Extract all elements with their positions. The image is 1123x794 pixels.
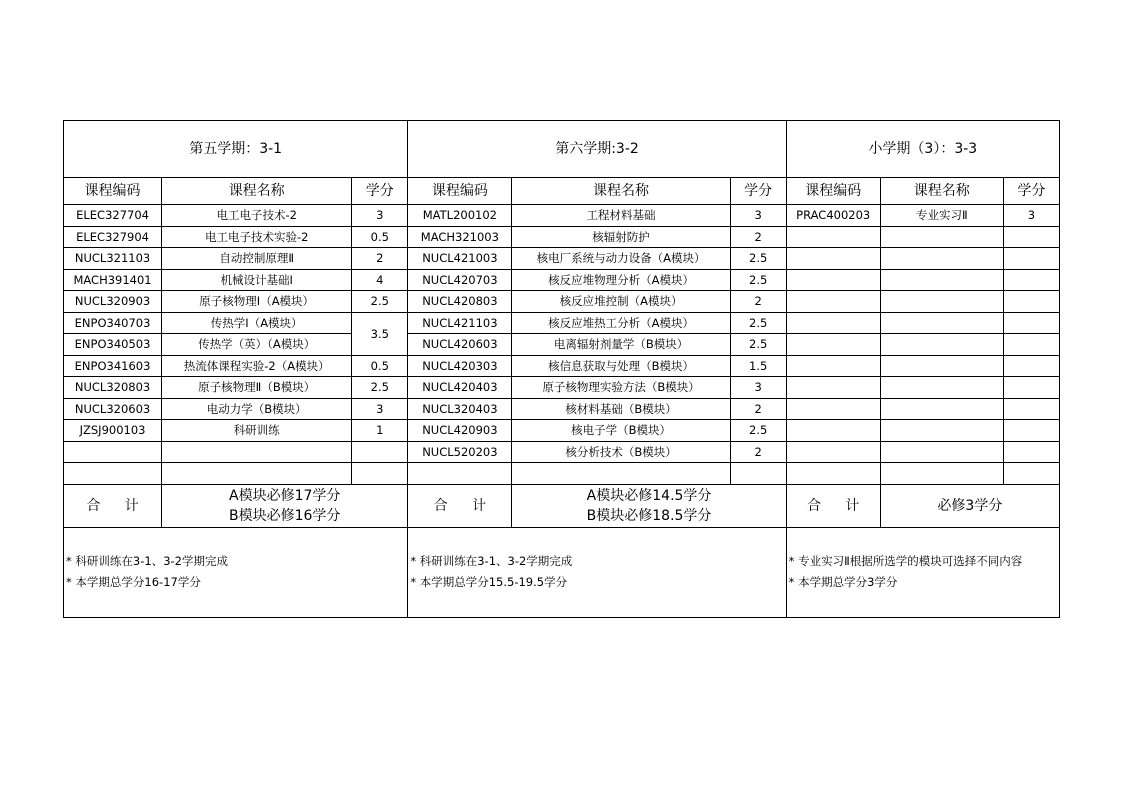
- empty-cell: [1003, 463, 1059, 485]
- course-code: NUCL320403: [408, 398, 512, 420]
- empty-cell: [786, 355, 880, 377]
- course-code: MATL200102: [408, 205, 512, 227]
- course-credit: 0.5: [352, 226, 408, 248]
- empty-cell: [1003, 334, 1059, 356]
- semester-title-row: [64, 121, 1060, 178]
- empty-cell: [1003, 248, 1059, 270]
- course-name: 科研训练: [162, 420, 352, 442]
- col-header-name: 课程名称: [512, 178, 730, 205]
- course-code: NUCL420803: [408, 291, 512, 313]
- empty-cell: [880, 334, 1003, 356]
- course-name: 核信息获取与处理（B模块）: [512, 355, 730, 377]
- course-code: ENPO341603: [64, 355, 162, 377]
- note-line: * 专业实习Ⅱ根据所选学的模块可选择不同内容: [788, 554, 1023, 569]
- course-code: NUCL320903: [64, 291, 162, 313]
- empty-cell: [880, 377, 1003, 399]
- course-code: NUCL420303: [408, 355, 512, 377]
- semester-notes: [408, 527, 786, 617]
- empty-cell: [162, 463, 352, 485]
- course-name: 电动力学（B模块）: [162, 398, 352, 420]
- course-code: NUCL321103: [64, 248, 162, 270]
- course-name: 电工电子技术-2: [162, 205, 352, 227]
- course-name: 原子核物理Ⅰ（A模块）: [162, 291, 352, 313]
- empty-cell: [1003, 420, 1059, 442]
- table-row: [64, 248, 1060, 270]
- table-row: [64, 226, 1060, 248]
- course-credit: 1.5: [730, 355, 786, 377]
- table-row: [64, 334, 1060, 356]
- course-code: JZSJ900103: [64, 420, 162, 442]
- col-header-code: 课程编码: [408, 178, 512, 205]
- course-credit: 2.5: [730, 269, 786, 291]
- empty-cell: [730, 463, 786, 485]
- totals-row: [64, 484, 1060, 527]
- semester-title: 小学期（3）：3-3: [786, 121, 1059, 178]
- course-name: 传热学（英）（A模块）: [162, 334, 352, 356]
- empty-cell: [408, 463, 512, 485]
- total-line: B模块必修18.5学分: [586, 507, 712, 524]
- course-code: NUCL420903: [408, 420, 512, 442]
- empty-cell: [1003, 291, 1059, 313]
- table-row: [64, 355, 1060, 377]
- course-name: 原子核物理Ⅱ（B模块）: [162, 377, 352, 399]
- empty-cell: [1003, 377, 1059, 399]
- course-credit: 3: [730, 205, 786, 227]
- empty-cell: [512, 463, 730, 485]
- course-code: NUCL421003: [408, 248, 512, 270]
- semester-notes: [786, 527, 1059, 617]
- empty-cell: [1003, 355, 1059, 377]
- table-row: [64, 269, 1060, 291]
- empty-cell: [880, 226, 1003, 248]
- course-name: 电工电子技术实验-2: [162, 226, 352, 248]
- semester-title: 第六学期:3-2: [408, 121, 786, 178]
- course-code: NUCL420403: [408, 377, 512, 399]
- course-code: PRAC400203: [786, 205, 880, 227]
- course-code: MACH391401: [64, 269, 162, 291]
- course-name: 热流体课程实验-2（A模块）: [162, 355, 352, 377]
- empty-cell: [880, 463, 1003, 485]
- empty-cell: [880, 312, 1003, 334]
- empty-cell: [162, 441, 352, 463]
- course-name: 专业实习Ⅱ: [880, 205, 1003, 227]
- course-credit: 3.5: [352, 312, 408, 355]
- course-credit: 4: [352, 269, 408, 291]
- course-name: 传热学Ⅰ（A模块）: [162, 312, 352, 334]
- course-name: 核材料基础（B模块）: [512, 398, 730, 420]
- course-code: ELEC327704: [64, 205, 162, 227]
- course-credit: 3: [1003, 205, 1059, 227]
- note-line: * 本学期总学分3学分: [788, 575, 898, 590]
- curriculum-table: [63, 120, 1060, 618]
- course-credit: 2: [730, 291, 786, 313]
- empty-cell: [786, 334, 880, 356]
- course-name: 核辐射防护: [512, 226, 730, 248]
- empty-cell: [880, 398, 1003, 420]
- total-value: [880, 484, 1059, 527]
- course-code: ENPO340703: [64, 312, 162, 334]
- note-line: * 科研训练在3-1、3-2学期完成: [66, 554, 228, 569]
- col-header-name: 课程名称: [880, 178, 1003, 205]
- empty-cell: [64, 463, 162, 485]
- notes-row: [64, 527, 1060, 617]
- course-name: 核反应堆物理分析（A模块）: [512, 269, 730, 291]
- course-code: NUCL320803: [64, 377, 162, 399]
- course-credit: 3: [352, 398, 408, 420]
- empty-cell: [786, 226, 880, 248]
- course-credit: 0.5: [352, 355, 408, 377]
- col-header-code: 课程编码: [786, 178, 880, 205]
- empty-cell: [880, 248, 1003, 270]
- course-name: 核电子学（B模块）: [512, 420, 730, 442]
- note-line: * 本学期总学分15.5-19.5学分: [410, 575, 568, 590]
- course-credit: 2.5: [730, 312, 786, 334]
- total-line: A模块必修14.5学分: [586, 487, 712, 504]
- total-label: 合 计: [64, 484, 162, 527]
- table-row: [64, 398, 1060, 420]
- course-credit: 2.5: [730, 420, 786, 442]
- empty-cell: [64, 441, 162, 463]
- col-header-code: 课程编码: [64, 178, 162, 205]
- course-name: 机械设计基础Ⅰ: [162, 269, 352, 291]
- empty-cell: [786, 269, 880, 291]
- course-credit: 2.5: [352, 377, 408, 399]
- empty-cell: [786, 291, 880, 313]
- empty-cell: [352, 441, 408, 463]
- total-label: 合 计: [408, 484, 512, 527]
- course-name: 电离辐射剂量学（B模块）: [512, 334, 730, 356]
- empty-cell: [1003, 312, 1059, 334]
- empty-cell: [786, 377, 880, 399]
- empty-cell: [1003, 226, 1059, 248]
- empty-cell: [786, 248, 880, 270]
- total-line: A模块必修17学分: [229, 487, 341, 504]
- table-row: [64, 463, 1060, 485]
- empty-cell: [880, 355, 1003, 377]
- empty-cell: [880, 291, 1003, 313]
- course-credit: 1: [352, 420, 408, 442]
- table-row: [64, 291, 1060, 313]
- semester-title: 第五学期：3-1: [64, 121, 408, 178]
- course-name: 核反应堆热工分析（A模块）: [512, 312, 730, 334]
- course-name: 原子核物理实验方法（B模块）: [512, 377, 730, 399]
- course-code: ELEC327904: [64, 226, 162, 248]
- table-row: [64, 420, 1060, 442]
- empty-cell: [786, 441, 880, 463]
- course-code: MACH321003: [408, 226, 512, 248]
- course-credit: 2: [730, 398, 786, 420]
- course-credit: 2.5: [730, 248, 786, 270]
- course-code: NUCL520203: [408, 441, 512, 463]
- course-credit: 2: [352, 248, 408, 270]
- total-line: 必修3学分: [937, 497, 1003, 514]
- col-header-credit: 学分: [352, 178, 408, 205]
- semester-notes: [64, 527, 408, 617]
- table-row: [64, 205, 1060, 227]
- course-credit: 2: [730, 441, 786, 463]
- course-code: ENPO340503: [64, 334, 162, 356]
- course-code: NUCL420603: [408, 334, 512, 356]
- table-row: [64, 312, 1060, 334]
- total-value: [162, 484, 408, 527]
- course-name: 自动控制原理Ⅱ: [162, 248, 352, 270]
- empty-cell: [880, 420, 1003, 442]
- note-line: * 本学期总学分16-17学分: [66, 575, 201, 590]
- empty-cell: [1003, 269, 1059, 291]
- course-credit: 2: [730, 226, 786, 248]
- course-name: 工程材料基础: [512, 205, 730, 227]
- col-header-credit: 学分: [730, 178, 786, 205]
- total-label: 合 计: [786, 484, 880, 527]
- empty-cell: [786, 420, 880, 442]
- col-header-credit: 学分: [1003, 178, 1059, 205]
- course-name: 核分析技术（B模块）: [512, 441, 730, 463]
- empty-cell: [786, 398, 880, 420]
- course-credit: 3: [352, 205, 408, 227]
- table-row: [64, 441, 1060, 463]
- course-credit: 3: [730, 377, 786, 399]
- empty-cell: [880, 441, 1003, 463]
- note-line: * 科研训练在3-1、3-2学期完成: [410, 554, 573, 569]
- course-code: NUCL421103: [408, 312, 512, 334]
- course-name: 核电厂系统与动力设备（A模块）: [512, 248, 730, 270]
- total-line: B模块必修16学分: [229, 507, 341, 524]
- total-value: [512, 484, 786, 527]
- course-code: NUCL320603: [64, 398, 162, 420]
- empty-cell: [786, 312, 880, 334]
- empty-cell: [880, 269, 1003, 291]
- course-code: NUCL420703: [408, 269, 512, 291]
- empty-cell: [1003, 398, 1059, 420]
- empty-cell: [786, 463, 880, 485]
- col-header-name: 课程名称: [162, 178, 352, 205]
- course-name: 核反应堆控制（A模块）: [512, 291, 730, 313]
- table-row: [64, 377, 1060, 399]
- course-credit: 2.5: [730, 334, 786, 356]
- empty-cell: [352, 463, 408, 485]
- empty-cell: [1003, 441, 1059, 463]
- column-header-row: [64, 178, 1060, 205]
- course-credit: 2.5: [352, 291, 408, 313]
